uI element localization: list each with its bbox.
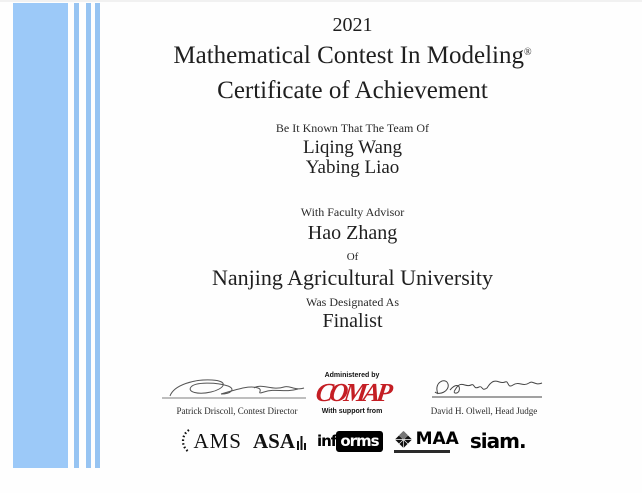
team-member-name-2: Yabing Liao [305, 157, 400, 178]
advisor-name: Hao Zhang [307, 222, 398, 244]
ams-label: AMS [193, 428, 242, 453]
designation-text: Finalist [322, 310, 383, 332]
title-text [100, 42, 605, 70]
subtitle-text: Certificate of Achievement [217, 77, 488, 104]
title-main: Mathematical Contest In Modeling [173, 42, 524, 69]
ams-logo [179, 428, 242, 454]
team-intro-text: Be It Known That The Team Of [275, 121, 430, 135]
sponsor-logos-row [100, 426, 605, 456]
comap-administered-label: Administered by [324, 372, 380, 379]
maa-row [394, 429, 459, 449]
informs-logo [317, 431, 383, 452]
left-band-stripe-1 [74, 3, 79, 468]
ams-arc-icon [179, 428, 191, 454]
maa-label: MAA [415, 429, 459, 449]
asa-label: ASA [252, 428, 295, 453]
informs-prefix-label: inf [316, 432, 337, 450]
team-member-name-1: Liqing Wang [303, 137, 402, 158]
year-text: 2021 [332, 14, 373, 36]
asa-logo [253, 429, 306, 454]
siam-label: siam. [469, 429, 526, 453]
maa-logo [394, 429, 459, 453]
page-top-edge [0, 0, 642, 2]
maa-subtext-bar [394, 450, 450, 453]
maa-polyhedron-icon [394, 430, 413, 449]
comap-logo: COMAP [313, 378, 391, 407]
asa-bars-icon [297, 432, 306, 450]
contest-director-caption: Patrick Driscoll, Contest Director [176, 406, 298, 416]
advisor-intro-text: With Faculty Advisor [300, 205, 405, 219]
left-band-stripe-2 [86, 3, 91, 468]
of-label: Of [346, 251, 359, 263]
comap-block [300, 372, 404, 415]
designation-intro-text: Was Designated As [305, 295, 400, 309]
informs-suffix-box: orms [336, 431, 382, 452]
siam-logo [470, 429, 526, 453]
comap-support-label: With support from [321, 408, 383, 415]
head-judge-caption: David H. Olwell, Head Judge [430, 406, 538, 416]
left-band-wide [13, 3, 68, 468]
contest-director-signature-icon [158, 372, 310, 406]
head-judge-signature-icon [424, 372, 550, 406]
institution-name: Nanjing Agricultural University [211, 265, 494, 290]
registered-mark: ® [524, 47, 532, 58]
